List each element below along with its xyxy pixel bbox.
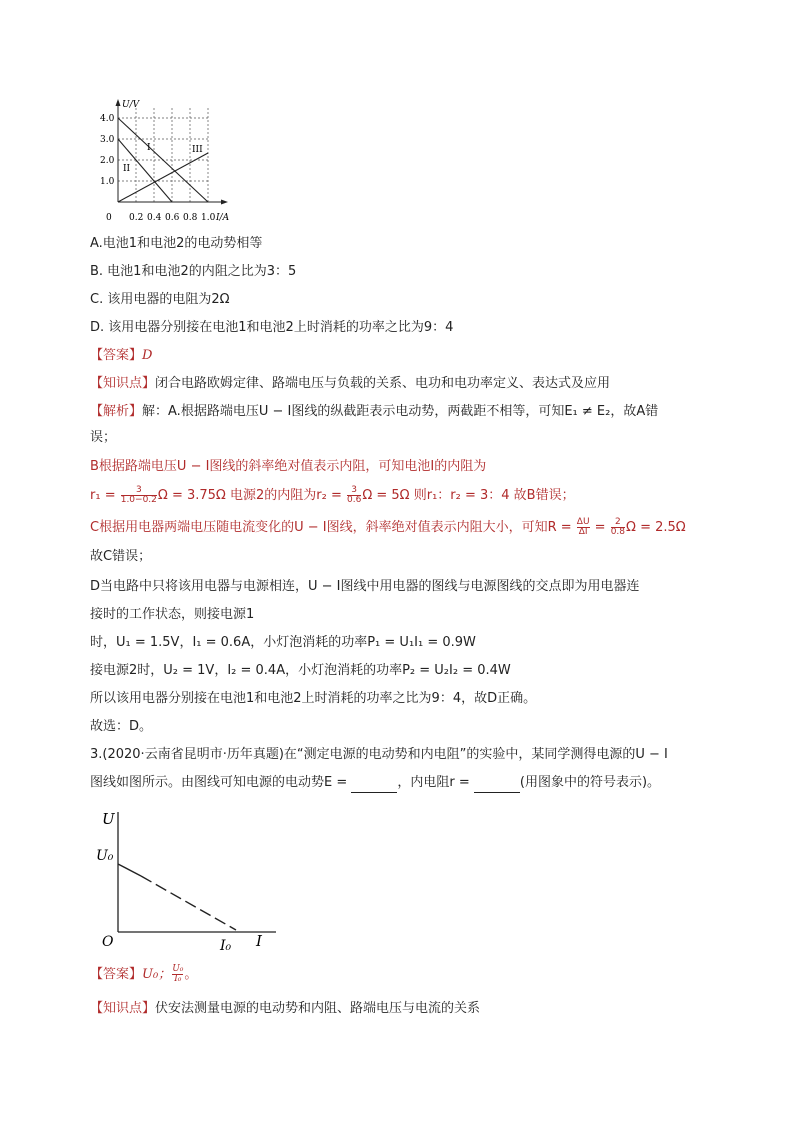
y-title: U/V — [122, 100, 140, 110]
resistance-blank[interactable] — [474, 774, 520, 793]
r1-result: Ω = 3.75Ω 电源2的内阻为r₂ = — [157, 488, 346, 503]
y-tick: 4.0 — [100, 114, 115, 124]
line-label-I: I — [147, 143, 151, 153]
analysis-row-5 — [90, 518, 686, 537]
r2-result: Ω = 5Ω 则r₁：r₂ = 3：4 故B错误； — [362, 488, 575, 503]
frac-denominator: 0.6 — [346, 495, 362, 505]
u0-label: U₀ — [96, 848, 114, 864]
x-tick: 0.6 — [165, 213, 180, 223]
x-tick: 1.0 — [201, 213, 216, 223]
option-b: B. 电池1和电池2的内阻之比为3：5 — [90, 264, 297, 279]
frac-denominator: ΔI — [578, 527, 588, 537]
q3-stem-1: 3.(2020·云南省昆明市·历年真题)在“测定电源的电动势和内电阻”的实验中，某同学测得电源的U − I — [90, 747, 668, 762]
frac-numerator: U₀ — [172, 964, 184, 974]
analysis-row-12: 故选：D。 — [90, 719, 153, 734]
answer-value: D — [142, 348, 153, 363]
uI-graph-source — [96, 804, 286, 954]
y-tick: 2.0 — [100, 156, 115, 166]
analysis-label: 【解析】 — [90, 404, 143, 419]
frac-denominator: 0.8 — [610, 527, 626, 537]
c-analysis: C根据用电器两端电压随电流变化的U − I图线，斜率绝对值表示内阻大小，可知R = — [90, 520, 576, 535]
r1-label: r₁ = — [90, 488, 120, 503]
x-tick: 0.8 — [183, 213, 198, 223]
analysis-row-3: B根据路端电压U − I图线的斜率绝对值表示内阻，可知电池I的内阻为 — [90, 459, 487, 474]
analysis-row-4 — [90, 486, 575, 505]
frac-numerator: ΔU — [576, 517, 590, 527]
answer-label: 【答案】 — [90, 348, 143, 363]
i0-label: I₀ — [220, 938, 232, 954]
uI-graph-batteries — [100, 98, 250, 230]
option-d: D. 该用电器分别接在电池1和电池2上时消耗的功率之比为9：4 — [90, 320, 454, 335]
frac-numerator: 2 — [611, 518, 625, 528]
knowledge-label: 【知识点】 — [90, 376, 156, 391]
x-tick: 0.4 — [147, 213, 162, 223]
knowledge-row — [90, 375, 610, 393]
fraction-du-di — [577, 518, 590, 537]
origin-label: O — [102, 934, 114, 950]
x-axis-label: I — [256, 932, 262, 950]
frac-numerator: 3 — [121, 486, 157, 496]
fraction-r2 — [347, 486, 361, 505]
knowledge-text: 伏安法测量电源的电动势和内阻、路端电压与电流的关系 — [155, 1001, 481, 1016]
y-tick: 1.0 — [100, 177, 115, 187]
analysis-row-10: 接电源2时，U₂ = 1V，I₂ = 0.4A，小灯泡消耗的功率P₂ = U₂I₂ = 0.4W — [90, 663, 511, 678]
q3-stem-2 — [90, 774, 660, 793]
answer-row — [90, 347, 152, 365]
frac-denominator: 1.0−0.2 — [120, 495, 157, 505]
fraction-r1 — [121, 486, 157, 505]
option-c: C. 该用电器的电阻为2Ω — [90, 292, 230, 307]
analysis-row-1 — [90, 403, 658, 421]
analysis-text: 解：A.根据路端电压U − I图线的纵截距表示电动势，两截距不相等，可知E₁ ≠ E₂，故A错 — [142, 404, 659, 419]
y-tick: 3.0 — [100, 135, 115, 145]
knowledge-label: 【知识点】 — [90, 1001, 156, 1016]
fraction-2-08 — [611, 518, 625, 537]
answer-label: 【答案】 — [90, 967, 143, 982]
analysis-row-8: 接时的工作状态，则接电源1 — [90, 607, 255, 622]
line-label-II: II — [123, 164, 131, 174]
origin-label: 0 — [106, 213, 112, 223]
analysis-row-2: 误； — [90, 430, 117, 445]
emf-blank[interactable] — [351, 774, 397, 793]
emf-prompt: 图线如图所示。由图线可知电源的电动势E = — [90, 775, 352, 790]
answer-end: 。 — [184, 967, 198, 982]
analysis-row-7: D当电路中只将该用电器与电源相连，U − I图线中用电器的图线与电源图线的交点即为用电器连 — [90, 579, 640, 594]
line-label-III: III — [192, 145, 203, 155]
answer-fraction — [172, 965, 183, 984]
analysis-row-6: 故C错误； — [90, 549, 152, 564]
stem-end: (用图象中的符号表示)。 — [519, 775, 661, 790]
x-title: I/A — [216, 213, 230, 223]
frac-numerator: 3 — [347, 486, 361, 496]
answer-emf: U₀； — [142, 967, 172, 982]
knowledge-text: 闭合电路欧姆定律、路端电压与负载的关系、电功和电功率定义、表达式及应用 — [155, 376, 611, 391]
source-line-dashed — [141, 876, 236, 930]
analysis-row-9: 时，U₁ = 1.5V，I₁ = 0.6A，小灯泡消耗的功率P₁ = U₁I₁ = 0.9W — [90, 635, 476, 650]
resistance-prompt: ，内电阻r = — [397, 775, 474, 790]
x-tick: 0.2 — [129, 213, 144, 223]
q3-answer-row — [90, 965, 197, 984]
source-line-solid — [118, 864, 141, 876]
equals: = — [590, 520, 610, 535]
option-a: A.电池1和电池2的电动势相等 — [90, 236, 263, 251]
frac-denominator: I₀ — [174, 974, 182, 984]
q3-knowledge-row — [90, 1000, 480, 1018]
analysis-row-11: 所以该用电器分别接在电池1和电池2上时消耗的功率之比为9：4，故D正确。 — [90, 691, 537, 706]
y-axis-label: U — [102, 810, 115, 828]
r-result: Ω = 2.5Ω — [626, 520, 686, 535]
